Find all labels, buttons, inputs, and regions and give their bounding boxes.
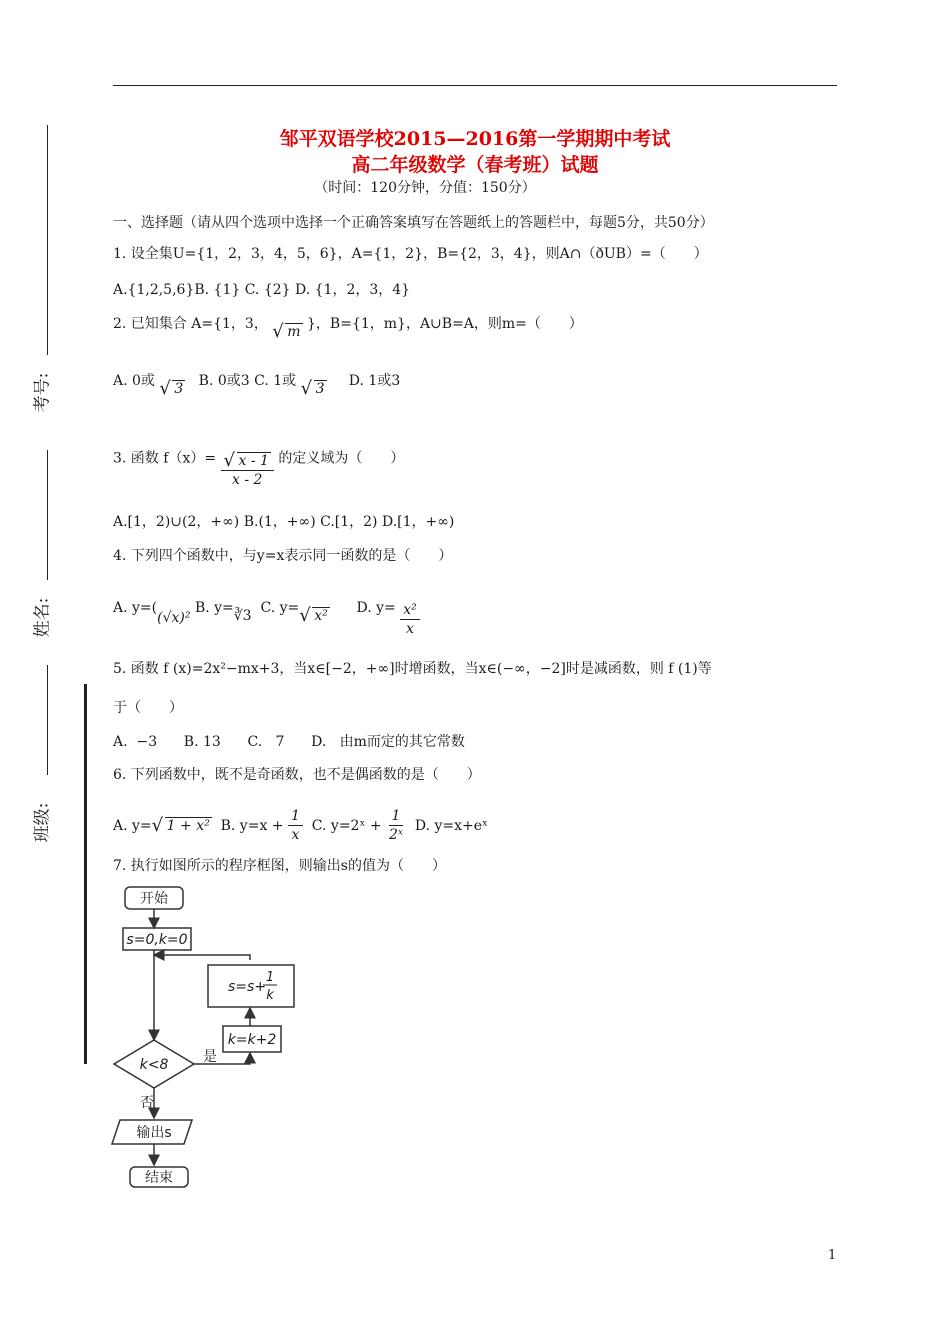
q2-stem-b: }，B={1，m}，A∪B=A，则m=（ ） xyxy=(307,316,583,332)
title-line1: 邹平双语学校2015—2016第一学期期中考试 xyxy=(279,128,671,150)
q3-fraction: √ $\frac{x - 1}{x - 2}$ xyxy=(221,452,274,489)
flow-init-text: s=0,k=0 xyxy=(126,932,188,948)
flow-no-label: 否 xyxy=(140,1095,154,1111)
q3-stem-a: 3. 函数 f（x）= xyxy=(113,450,217,467)
top-rule xyxy=(113,85,837,86)
q3-stem xyxy=(113,440,405,488)
q2-opt-bc: B. 0或3 C. 1或 xyxy=(198,373,297,389)
flow-start-text: 开始 xyxy=(140,891,168,907)
flow-end-text: 结束 xyxy=(145,1170,173,1186)
binding-bar xyxy=(84,684,87,1064)
q4-opt-a-expr: (√x)² xyxy=(157,609,191,626)
flow-output-text: 输出s xyxy=(136,1125,172,1141)
section-heading: 一、选择题（请从四个选项中选择一个正确答案填写在答题纸上的答题栏中，每题5分，共50分） xyxy=(113,215,714,231)
flow-decision-text: k<8 xyxy=(139,1057,169,1073)
flow-update-k-text: k=k+2 xyxy=(227,1032,277,1048)
time-info: （时间：120分钟，分值：150分） xyxy=(314,180,536,196)
q2-sqrt-m: √ m xyxy=(272,323,302,340)
q1-stem: 1. 设全集U={1，2，3，4，5，6}，A={1，2}，B={2，3，4}，则A∩（ðUB）=（ ） xyxy=(113,246,708,262)
q3-options: A.[1，2)∪(2，+∞) B.(1，+∞) C.[1，2) D.[1，+∞) xyxy=(113,514,455,530)
q4-opt-b: B. y= xyxy=(194,599,234,616)
q2-opt-d: D. 1或3 xyxy=(348,373,401,389)
q6-opt-c: C. y=2ˣ + xyxy=(311,817,382,834)
q2-stem-a: 2. 已知集合 A={1，3， xyxy=(113,316,268,332)
q2-opt-c-sqrt: √ 3 xyxy=(301,380,327,397)
q4-opt-a: A. y=( xyxy=(113,599,158,616)
q1-options: A.{1,2,5,6}B. {1} C. {2} D. {1，2，3，4} xyxy=(113,282,411,298)
q4-opt-b-expr: ∛3 xyxy=(233,607,252,624)
q5-options: A. −3 B. 13 C. 7 D. 由m而定的其它常数 xyxy=(113,734,465,750)
q6-opt-a: A. y= xyxy=(113,817,152,834)
q4-opt-d-frac: $\frac{\text{x²}}{x}$ xyxy=(400,602,420,638)
flow-update-s-den: k xyxy=(266,988,274,1003)
q2-options xyxy=(113,370,401,397)
q3-stem-b: 的定义域为（ ） xyxy=(278,450,405,467)
q4-options xyxy=(113,590,420,637)
q6-opt-b-frac: $\frac{1}{x}$ xyxy=(288,808,303,844)
flow-update-s-num: 1 xyxy=(265,970,275,985)
q6-opt-a-sqrt: √ 1 + x² xyxy=(152,817,212,834)
side-label-name: 姓名: xyxy=(32,597,53,638)
q2-stem xyxy=(113,313,583,340)
flow-update-s-text: s=s+ xyxy=(228,979,267,995)
q4-opt-c-sqrt: √ x² xyxy=(299,607,330,624)
side-label-class: 班级: xyxy=(32,802,53,843)
q6-stem: 6. 下列函数中，既不是奇函数，也不是偶函数的是（ ） xyxy=(113,767,481,783)
q2-opt-a-sqrt: √ 3 xyxy=(159,380,185,397)
q5-stem-cont: 于（ ） xyxy=(113,700,183,716)
q4-opt-c: C. y= xyxy=(260,599,300,616)
page-number: 1 xyxy=(828,1248,837,1263)
q7-stem: 7. 执行如图所示的程序框图，则输出s的值为（ ） xyxy=(113,858,446,874)
q6-options xyxy=(113,808,488,844)
q4-opt-d: D. y= xyxy=(356,599,396,616)
q6-opt-c-frac: $\frac{1}{\text{2ˣ}}$ xyxy=(389,808,403,843)
flow-yes-label: 是 xyxy=(203,1049,217,1065)
flowchart xyxy=(110,880,310,1195)
q2-opt-a: A. 0或 xyxy=(113,373,155,389)
side-line-mid xyxy=(47,450,48,580)
q6-opt-d: D. y=x+eˣ xyxy=(414,817,488,834)
side-label-exam-no: 考号: xyxy=(32,372,53,413)
side-line-low xyxy=(47,665,48,775)
q4-stem: 4. 下列四个函数中，与y=x表示同一函数的是（ ） xyxy=(113,548,453,564)
q6-opt-b: B. y=x + xyxy=(220,817,284,834)
title-line2: 高二年级数学（春考班）试题 xyxy=(351,154,599,176)
q5-stem: 5. 函数 f (x)=2x²−mx+3，当x∈[−2，+∞]时增函数，当x∈(−∞，−2]时是减函数，则 f (1)等 xyxy=(113,661,712,677)
